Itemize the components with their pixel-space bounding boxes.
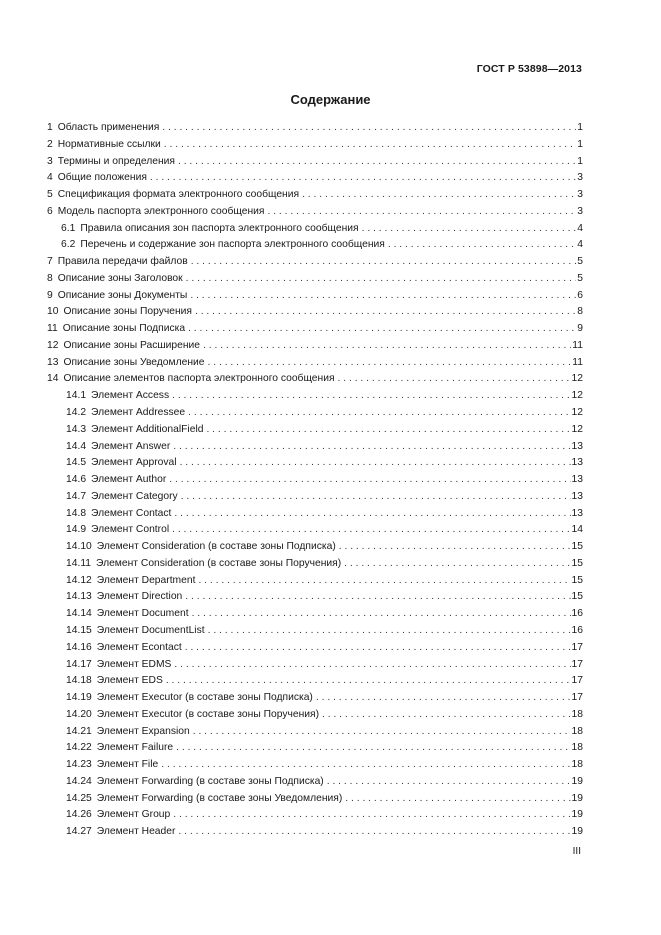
toc-entry[interactable] xyxy=(47,321,583,338)
toc-entry-title: Элемент Econtact xyxy=(96,641,182,653)
toc-entry-number: 14.14 xyxy=(66,608,92,620)
toc-entry-number: 8 xyxy=(47,272,53,284)
toc-entry[interactable] xyxy=(47,137,583,154)
toc-entry-number: 14.3 xyxy=(66,423,87,435)
toc-entry[interactable] xyxy=(47,355,583,372)
toc-entry-page: 5 xyxy=(577,256,583,268)
toc-entry-title: Элемент Executor (в составе зоны Поручения) xyxy=(96,708,320,720)
toc-entry-title: Элемент Header xyxy=(96,826,176,838)
toc-entry-number: 7 xyxy=(47,256,53,268)
toc-entry-title: Спецификация формата электронного сообщения xyxy=(57,189,300,201)
toc-entry[interactable] xyxy=(47,623,583,640)
toc-entry-title: Описание зоны Подписка xyxy=(62,323,186,335)
dot-leader xyxy=(193,724,571,741)
toc-entry[interactable] xyxy=(47,757,583,774)
toc-entry-title: Элемент Direction xyxy=(96,591,183,603)
toc-entry[interactable] xyxy=(47,539,583,556)
toc-entry[interactable] xyxy=(47,154,583,171)
toc-entry[interactable] xyxy=(47,304,583,321)
table-of-contents xyxy=(47,120,583,841)
toc-entry-page: 4 xyxy=(577,239,583,251)
toc-entry-number: 4 xyxy=(47,172,53,184)
toc-entry-page: 19 xyxy=(571,792,583,804)
dot-leader xyxy=(178,154,576,171)
toc-entry-title: Элемент Consideration (в составе зоны Поручения) xyxy=(96,557,342,569)
dot-leader xyxy=(316,690,571,707)
toc-entry[interactable] xyxy=(47,371,583,388)
dot-leader xyxy=(198,573,570,590)
dot-leader xyxy=(164,137,576,154)
toc-entry-number: 14.22 xyxy=(66,742,92,754)
dot-leader xyxy=(267,204,576,221)
toc-entry[interactable] xyxy=(47,740,583,757)
dot-leader xyxy=(180,455,571,472)
toc-entry[interactable] xyxy=(47,657,583,674)
toc-entry-number: 14.24 xyxy=(66,775,92,787)
toc-entry-page: 18 xyxy=(571,759,583,771)
toc-entry-page: 4 xyxy=(577,222,583,234)
dot-leader xyxy=(181,489,571,506)
toc-entry-page: 13 xyxy=(571,457,583,469)
toc-entry-number: 14.2 xyxy=(66,407,87,419)
toc-entry[interactable] xyxy=(47,589,583,606)
toc-entry-number: 14.18 xyxy=(66,675,92,687)
toc-entry[interactable] xyxy=(47,506,583,523)
toc-entry-page: 15 xyxy=(571,574,583,586)
toc-entry-number: 14.17 xyxy=(66,658,92,670)
toc-entry[interactable] xyxy=(47,472,583,489)
toc-entry[interactable] xyxy=(47,455,583,472)
toc-entry-number: 14.15 xyxy=(66,624,92,636)
toc-entry-page: 16 xyxy=(571,624,583,636)
toc-entry[interactable] xyxy=(47,640,583,657)
dot-leader xyxy=(172,388,570,405)
toc-entry-number: 6 xyxy=(47,205,53,217)
toc-entry-title: Элемент Access xyxy=(91,390,170,402)
toc-entry-page: 3 xyxy=(577,205,583,217)
toc-entry-number: 14.21 xyxy=(66,725,92,737)
dot-leader xyxy=(161,757,570,774)
toc-entry-page: 13 xyxy=(571,507,583,519)
toc-entry-page: 9 xyxy=(577,323,583,335)
dot-leader xyxy=(166,673,571,690)
toc-entry[interactable] xyxy=(47,824,583,841)
toc-entry-title: Общие положения xyxy=(57,172,147,184)
toc-entry-title: Описание зоны Расширение xyxy=(63,339,201,351)
page-number: III xyxy=(572,846,581,857)
toc-entry-page: 19 xyxy=(571,826,583,838)
dot-leader xyxy=(176,740,570,757)
toc-entry[interactable] xyxy=(47,120,583,137)
dot-leader xyxy=(327,774,571,791)
toc-entry[interactable] xyxy=(47,439,583,456)
toc-entry-page: 11 xyxy=(572,339,583,351)
toc-entry-title: Элемент Expansion xyxy=(96,725,190,737)
toc-entry-page: 17 xyxy=(571,658,583,670)
toc-entry[interactable] xyxy=(47,791,583,808)
dot-leader xyxy=(185,640,571,657)
toc-entry-title: Элемент AdditionalField xyxy=(91,423,204,435)
toc-entry-page: 1 xyxy=(577,155,583,167)
toc-entry-number: 14.12 xyxy=(66,574,92,586)
toc-entry-number: 6.2 xyxy=(61,239,76,251)
toc-entry[interactable] xyxy=(47,254,583,271)
toc-entry-number: 1 xyxy=(47,122,53,133)
toc-entry-number: 10 xyxy=(47,306,59,318)
toc-entry-title: Элемент Failure xyxy=(96,742,174,754)
toc-entry-title: Элемент File xyxy=(96,759,159,771)
toc-entry-number: 14.9 xyxy=(66,524,87,536)
toc-entry-page: 8 xyxy=(577,306,583,318)
toc-entry-page: 18 xyxy=(571,725,583,737)
toc-entry[interactable] xyxy=(47,422,583,439)
toc-entry-page: 12 xyxy=(571,390,583,402)
toc-entry-page: 17 xyxy=(571,675,583,687)
toc-entry-title: Область применения xyxy=(57,122,160,133)
toc-entry-number: 14.1 xyxy=(66,390,87,402)
toc-entry[interactable] xyxy=(47,573,583,590)
toc-entry-title: Элемент Contact xyxy=(91,507,172,519)
toc-entry[interactable] xyxy=(47,388,583,405)
toc-entry-page: 11 xyxy=(572,356,583,368)
toc-entry-page: 15 xyxy=(571,541,583,553)
toc-entry[interactable] xyxy=(47,221,583,238)
toc-entry-number: 12 xyxy=(47,339,59,351)
toc-entry-number: 14.23 xyxy=(66,759,92,771)
dot-leader xyxy=(173,439,570,456)
toc-entry-title: Элемент Department xyxy=(96,574,196,586)
toc-entry-page: 13 xyxy=(571,490,583,502)
toc-entry-title: Элемент Forwarding (в составе зоны Подписка) xyxy=(96,775,324,787)
toc-entry-number: 14.4 xyxy=(66,440,87,452)
toc-entry[interactable] xyxy=(47,405,583,422)
toc-entry-page: 19 xyxy=(571,775,583,787)
toc-entry-number: 13 xyxy=(47,356,59,368)
toc-entry-title: Модель паспорта электронного сообщения xyxy=(57,205,265,217)
dot-leader xyxy=(190,288,576,305)
toc-entry[interactable] xyxy=(47,271,583,288)
dot-leader xyxy=(339,539,571,556)
dot-leader xyxy=(362,221,577,238)
toc-entry[interactable] xyxy=(47,673,583,690)
dot-leader xyxy=(169,472,570,489)
dot-leader xyxy=(162,120,576,137)
toc-entry-page: 15 xyxy=(571,557,583,569)
toc-entry-title: Правила передачи файлов xyxy=(57,256,188,268)
dot-leader xyxy=(188,321,576,338)
toc-entry-title: Описание зоны Поручения xyxy=(63,306,192,318)
dot-leader xyxy=(338,371,571,388)
dot-leader xyxy=(150,170,576,187)
toc-entry-page: 18 xyxy=(571,708,583,720)
toc-entry[interactable] xyxy=(47,237,583,254)
dot-leader xyxy=(178,824,570,841)
toc-entry-page: 15 xyxy=(571,591,583,603)
toc-entry-page: 19 xyxy=(571,809,583,821)
toc-entry[interactable] xyxy=(47,338,583,355)
toc-entry-page: 17 xyxy=(571,692,583,704)
dot-leader xyxy=(206,422,570,439)
toc-entry-title: Элемент Document xyxy=(96,608,189,620)
toc-entry-page: 6 xyxy=(577,289,583,301)
toc-entry-number: 5 xyxy=(47,189,53,201)
dot-leader xyxy=(188,405,570,422)
toc-entry[interactable] xyxy=(47,724,583,741)
toc-entry-number: 14.7 xyxy=(66,490,87,502)
dot-leader xyxy=(172,522,570,539)
dot-leader xyxy=(345,791,570,808)
dot-leader xyxy=(192,606,571,623)
toc-entry-title: Элемент Answer xyxy=(91,440,171,452)
toc-entry[interactable] xyxy=(47,556,583,573)
dot-leader xyxy=(302,187,576,204)
toc-entry-page: 17 xyxy=(571,641,583,653)
toc-entry[interactable] xyxy=(47,288,583,305)
toc-entry-number: 14.16 xyxy=(66,641,92,653)
dot-leader xyxy=(344,556,570,573)
toc-entry-page: 3 xyxy=(577,189,583,201)
toc-entry[interactable] xyxy=(47,606,583,623)
toc-entry-page: 13 xyxy=(571,474,583,486)
toc-entry-number: 14.11 xyxy=(66,557,92,569)
dot-leader xyxy=(186,271,577,288)
toc-entry-page: 13 xyxy=(571,440,583,452)
toc-entry-number: 6.1 xyxy=(61,222,76,234)
toc-entry-title: Элемент Approval xyxy=(91,457,177,469)
page-title: Содержание xyxy=(290,92,371,107)
toc-entry[interactable] xyxy=(47,774,583,791)
toc-entry-title: Описание зоны Заголовок xyxy=(57,272,183,284)
dot-leader xyxy=(185,589,570,606)
toc-entry-number: 11 xyxy=(47,323,58,335)
toc-entry-title: Правила описания зон паспорта электронного сообщения xyxy=(80,222,359,234)
toc-entry[interactable] xyxy=(47,489,583,506)
toc-entry-number: 3 xyxy=(47,155,53,167)
toc-entry[interactable] xyxy=(47,170,583,187)
toc-entry-title: Элемент Addressee xyxy=(91,407,186,419)
toc-entry-page: 1 xyxy=(577,122,583,133)
toc-entry[interactable] xyxy=(47,690,583,707)
toc-entry-page: 1 xyxy=(577,138,583,150)
dot-leader xyxy=(208,623,571,640)
toc-entry-title: Описание зоны Документы xyxy=(57,289,188,301)
toc-entry-title: Элемент Control xyxy=(91,524,170,536)
toc-entry-page: 16 xyxy=(571,608,583,620)
toc-entry[interactable] xyxy=(47,522,583,539)
dot-leader xyxy=(173,807,570,824)
toc-entry-page: 12 xyxy=(571,373,583,385)
dot-leader xyxy=(174,657,570,674)
toc-entry-page: 12 xyxy=(571,423,583,435)
dot-leader xyxy=(208,355,572,372)
dot-leader xyxy=(203,338,571,355)
toc-entry-title: Элемент DocumentList xyxy=(96,624,205,636)
toc-entry-title: Элемент Group xyxy=(96,809,171,821)
toc-entry-title: Элемент EDMS xyxy=(96,658,172,670)
dot-leader xyxy=(195,304,576,321)
toc-entry-page: 18 xyxy=(571,742,583,754)
toc-entry-number: 14.20 xyxy=(66,708,92,720)
toc-entry-page: 3 xyxy=(577,172,583,184)
toc-entry-title: Термины и определения xyxy=(57,155,175,167)
standard-designation: ГОСТ Р 53898—2013 xyxy=(476,63,582,75)
dot-leader xyxy=(174,506,570,523)
toc-entry-number: 14.19 xyxy=(66,692,92,704)
toc-entry-page: 14 xyxy=(571,524,583,536)
toc-entry[interactable] xyxy=(47,187,583,204)
toc-entry-number: 14.27 xyxy=(66,826,92,838)
toc-entry[interactable] xyxy=(47,707,583,724)
toc-entry-number: 14.8 xyxy=(66,507,87,519)
toc-entry-number: 14.6 xyxy=(66,474,87,486)
dot-leader xyxy=(191,254,577,271)
toc-entry-title: Элемент EDS xyxy=(96,675,163,687)
toc-entry-number: 9 xyxy=(47,289,53,301)
toc-entry-number: 14.26 xyxy=(66,809,92,821)
toc-entry-number: 14 xyxy=(47,373,59,385)
toc-entry-title: Перечень и содержание зон паспорта электронного сообщения xyxy=(80,239,385,251)
toc-entry[interactable] xyxy=(47,204,583,221)
toc-entry-title: Элемент Executor (в составе зоны Подписка) xyxy=(96,692,313,704)
toc-entry-number: 14.5 xyxy=(66,457,87,469)
toc-entry[interactable] xyxy=(47,807,583,824)
dot-leader xyxy=(322,707,571,724)
toc-entry-title: Элемент Category xyxy=(91,490,178,502)
toc-entry-title: Элемент Author xyxy=(91,474,167,486)
toc-entry-page: 5 xyxy=(577,272,583,284)
toc-entry-number: 14.13 xyxy=(66,591,92,603)
toc-entry-title: Элемент Forwarding (в составе зоны Уведомления) xyxy=(96,792,343,804)
toc-entry-title: Описание элементов паспорта электронного сообщения xyxy=(63,373,335,385)
toc-entry-page: 12 xyxy=(571,407,583,419)
toc-entry-number: 14.25 xyxy=(66,792,92,804)
dot-leader xyxy=(388,237,576,254)
toc-entry-number: 2 xyxy=(47,138,53,150)
toc-entry-title: Нормативные ссылки xyxy=(57,138,161,150)
toc-entry-title: Элемент Consideration (в составе зоны Подписка) xyxy=(96,541,336,553)
toc-entry-title: Описание зоны Уведомление xyxy=(63,356,205,368)
toc-entry-number: 14.10 xyxy=(66,541,92,553)
